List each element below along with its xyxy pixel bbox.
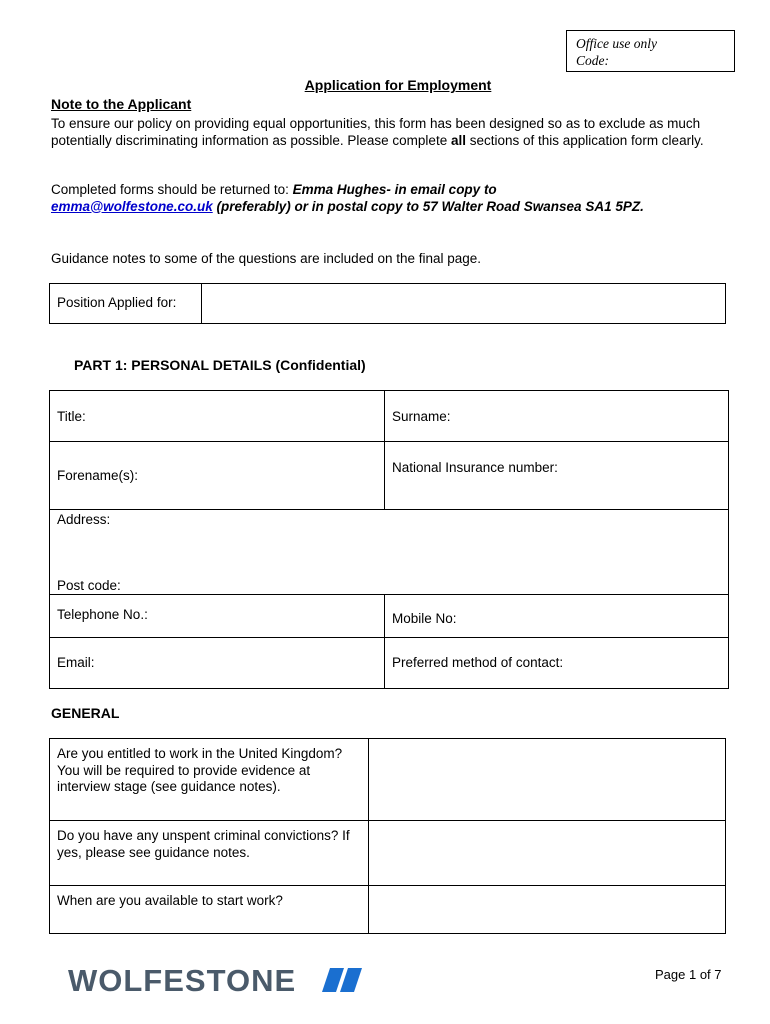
return-address: (preferably) or in postal copy to 57 Walter Road Swansea SA1 5PZ.: [212, 198, 644, 214]
forenames-label: Forename(s):: [57, 468, 139, 483]
return-paragraph: [51, 182, 731, 215]
title-label: Title:: [57, 409, 86, 424]
address-field[interactable]: [50, 510, 729, 595]
title-field[interactable]: [50, 391, 385, 442]
general-heading: GENERAL: [51, 705, 120, 721]
email-label: Email:: [57, 655, 95, 670]
right-to-work-question: Are you entitled to work in the United Kingdom? You will be required to provide evidence at interview stage (see guidance notes).: [50, 739, 369, 821]
personal-details-table: [49, 390, 729, 689]
mobile-field[interactable]: [385, 595, 729, 638]
general-table: [49, 738, 726, 934]
note-heading: Note to the Applicant: [51, 96, 192, 112]
position-label: Position Applied for:: [50, 284, 202, 324]
part1-heading: PART 1: PERSONAL DETAILS (Confidential): [74, 357, 366, 373]
email-link[interactable]: emma@wolfestone.co.uk: [51, 198, 213, 214]
office-use-box: [566, 30, 735, 72]
ni-field[interactable]: [385, 442, 729, 510]
surname-label: Surname:: [392, 409, 451, 424]
return-contact: Emma Hughes- in email copy to: [292, 182, 497, 197]
office-code-label: Code:: [576, 53, 609, 68]
mobile-label: Mobile No:: [392, 611, 457, 626]
ni-label: National Insurance number:: [392, 460, 558, 475]
position-field[interactable]: [202, 284, 726, 324]
right-to-work-answer[interactable]: [369, 739, 726, 821]
convictions-question: Do you have any unspent criminal convictions? If yes, please see guidance notes.: [50, 821, 369, 886]
surname-field[interactable]: [385, 391, 729, 442]
return-text: Completed forms should be returned to:: [51, 182, 293, 197]
email-field[interactable]: [50, 638, 385, 689]
telephone-label: Telephone No.:: [57, 607, 148, 622]
forenames-field[interactable]: [50, 442, 385, 510]
office-use-label: Office use only: [576, 36, 657, 51]
intro-text-start: To ensure our policy on providing equal opportunities, this form has been designed so as to exclude as much potentially discriminating information as possible. Please complete: [51, 116, 701, 148]
telephone-field[interactable]: [50, 595, 385, 638]
contact-method-field[interactable]: [385, 638, 729, 689]
start-date-answer[interactable]: [369, 886, 726, 934]
intro-paragraph: [51, 116, 731, 149]
logo-slash-1: [322, 968, 344, 992]
wolfestone-logo: [68, 960, 368, 1000]
address-label: Address:: [57, 512, 111, 527]
convictions-answer[interactable]: [369, 821, 726, 886]
contact-method-label: Preferred method of contact:: [392, 655, 564, 670]
guidance-paragraph: Guidance notes to some of the questions are included on the final page.: [51, 251, 482, 266]
page-title: Application for Employment: [304, 77, 492, 93]
logo-text: WOLFESTONE: [68, 963, 297, 998]
position-table: [49, 283, 726, 324]
intro-text-bold: all: [450, 132, 466, 148]
start-date-question: When are you available to start work?: [50, 886, 369, 934]
logo-slash-2: [340, 968, 362, 992]
intro-text-end: sections of this application form clearly.: [465, 132, 704, 148]
page-number: Page 1 of 7: [655, 967, 722, 982]
postcode-label: Post code:: [57, 577, 121, 593]
